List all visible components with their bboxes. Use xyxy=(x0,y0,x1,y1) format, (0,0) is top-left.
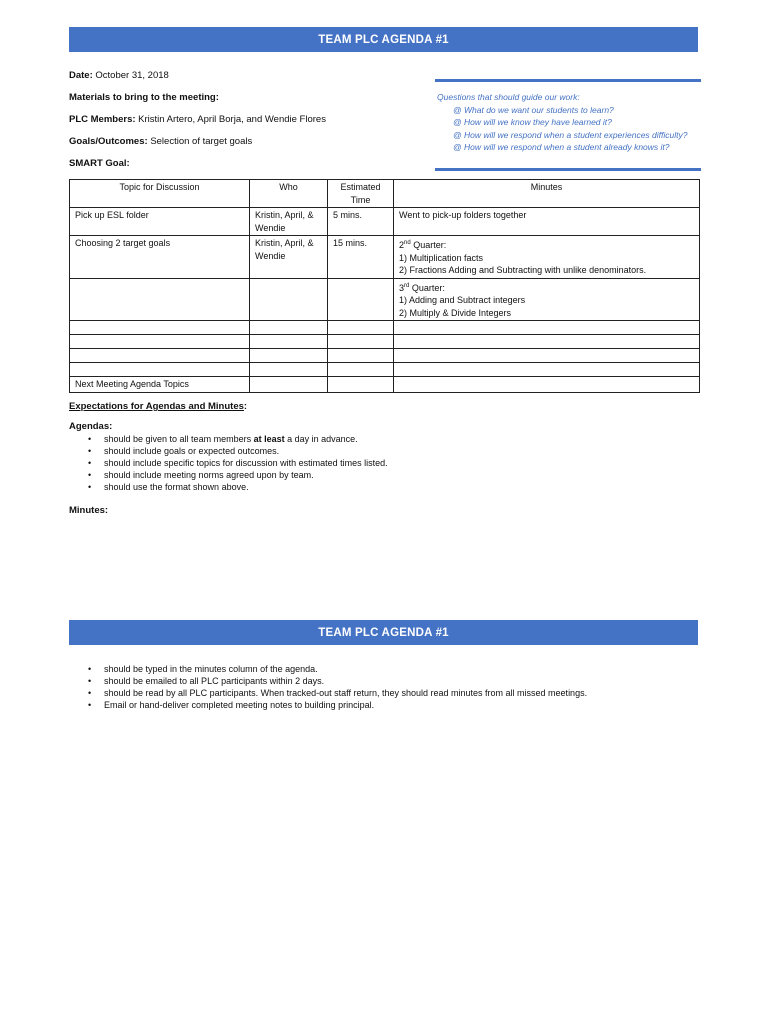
agendas-label: Agendas: xyxy=(69,421,113,432)
smart-goal-line xyxy=(69,158,130,169)
list-item: • should be typed in the minutes column of the agenda. xyxy=(69,663,587,675)
list-item xyxy=(69,433,388,445)
header-who: Who xyxy=(250,180,328,208)
cell-who xyxy=(250,278,328,321)
header-time: Estimated Time xyxy=(328,180,394,208)
cell-topic: Pick up ESL folder xyxy=(70,208,250,236)
list-item: • should be read by all PLC participants. When tracked-out staff return, they should read minutes from all missed meetings. xyxy=(69,687,587,699)
goal-line: 2) Fractions Adding and Subtracting with unlike denominators. xyxy=(399,265,647,275)
expectations-title: Expectations for Agendas and Minutes xyxy=(69,401,244,412)
table-row-next-topics xyxy=(70,377,700,393)
quarter-suffix: rd xyxy=(404,282,410,289)
table-row-empty xyxy=(70,335,700,349)
cell-time: 5 mins. xyxy=(328,208,394,236)
quarter-number: 3 xyxy=(399,282,405,293)
goal-line: 1) Adding and Subtract integers xyxy=(399,295,526,305)
header-topic: Topic for Discussion xyxy=(70,180,250,208)
table-header-row xyxy=(70,180,700,208)
expectations-colon: : xyxy=(243,401,248,412)
table-row-empty xyxy=(70,321,700,335)
date-value: October 31, 2018 xyxy=(95,70,169,81)
agendas-list xyxy=(69,433,388,493)
materials-label: Materials to bring to the meeting: xyxy=(69,92,219,103)
cell-minutes xyxy=(394,236,700,279)
cell-time: 15 mins. xyxy=(328,236,394,279)
guiding-questions-title: Questions that should guide our work: xyxy=(437,92,580,102)
table-row xyxy=(70,236,700,279)
guiding-question: @ How will we know they have learned it? xyxy=(453,117,612,127)
guiding-questions-box xyxy=(435,79,701,171)
goals-line xyxy=(69,136,252,147)
members-value: Kristin Artero, April Borja, and Wendie Flores xyxy=(138,114,326,125)
table-row xyxy=(70,208,700,236)
smart-goal-label: SMART Goal: xyxy=(69,158,130,169)
list-item: • should include specific topics for discussion with estimated times listed. xyxy=(69,457,388,469)
goals-value: Selection of target goals xyxy=(150,136,253,147)
list-item: • should include meeting norms agreed upon by team. xyxy=(69,469,388,481)
item-text: should be given to all team members xyxy=(104,434,254,444)
date-label: Date: xyxy=(69,70,93,81)
table-row-empty xyxy=(70,349,700,363)
materials-line xyxy=(69,92,219,103)
quarter-number: 2 xyxy=(399,240,405,250)
cell-minutes xyxy=(394,278,700,321)
table-row xyxy=(70,278,700,321)
page-banner-bottom: TEAM PLC AGENDA #1 xyxy=(69,620,698,645)
list-item: • should be emailed to all PLC participants within 2 days. xyxy=(69,675,587,687)
expectations-heading xyxy=(69,401,247,412)
cell-who: Kristin, April, & Wendie xyxy=(250,236,328,279)
minutes-label: Minutes: xyxy=(69,505,109,516)
list-item: • should use the format shown above. xyxy=(69,481,388,493)
quarter-heading xyxy=(399,237,694,252)
cell-topic: Choosing 2 target goals xyxy=(70,236,250,279)
agenda-table xyxy=(69,179,700,393)
guiding-question: @ What do we want our students to learn? xyxy=(453,104,614,115)
minutes-list xyxy=(69,663,587,711)
cell-minutes: Went to pick-up folders together xyxy=(394,208,700,236)
page-banner-top: TEAM PLC AGENDA #1 xyxy=(69,27,698,52)
members-label: PLC Members: xyxy=(69,114,136,125)
guiding-question: @ How will we respond when a student already knows it? xyxy=(453,142,670,152)
cell-topic xyxy=(70,278,250,321)
quarter-heading xyxy=(399,280,694,295)
list-item: • should include goals or expected outcomes. xyxy=(69,445,388,457)
quarter-suffix: nd xyxy=(404,240,411,246)
guiding-question: @ How will we respond when a student experiences difficulty? xyxy=(453,129,688,140)
members-line xyxy=(69,114,326,125)
quarter-word: Quarter: xyxy=(409,282,445,293)
item-emphasis: at least xyxy=(253,434,285,444)
table-row-empty xyxy=(70,363,700,377)
goal-line: 1) Multiplication facts xyxy=(399,252,484,263)
cell-next-topics: Next Meeting Agenda Topics xyxy=(70,377,250,393)
quarter-word: Quarter: xyxy=(410,240,447,250)
cell-time xyxy=(328,278,394,321)
cell-who: Kristin, April, & Wendie xyxy=(250,208,328,236)
header-minutes: Minutes xyxy=(394,180,700,208)
date-line xyxy=(69,70,169,81)
item-text: a day in advance. xyxy=(284,434,358,444)
list-item: • Email or hand-deliver completed meeting notes to building principal. xyxy=(69,699,587,711)
goals-label: Goals/Outcomes: xyxy=(69,136,148,147)
goal-line: 2) Multiply & Divide Integers xyxy=(399,307,512,318)
